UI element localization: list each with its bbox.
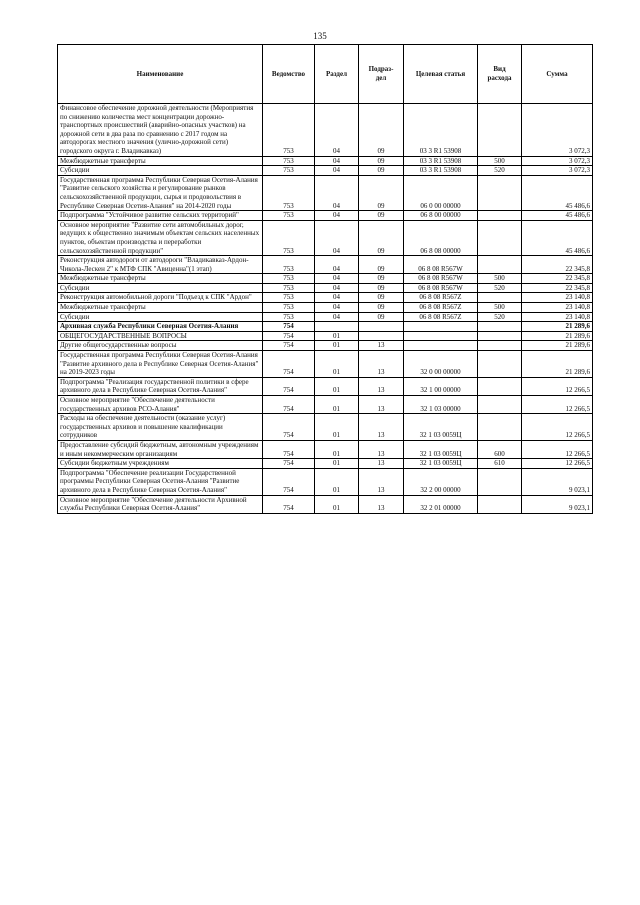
row-section-cell: 01 [315, 468, 359, 495]
header-target: Целевая статья [404, 45, 478, 104]
row-dept-cell: 754 [263, 459, 315, 469]
table-row [58, 396, 593, 414]
row-subsection-cell: 09 [359, 283, 404, 293]
row-dept-cell: 753 [263, 104, 315, 157]
table-row [58, 293, 593, 303]
row-target-cell: 06 8 08 R567W [404, 283, 478, 293]
row-name-cell: Основное мероприятие "Обеспечение деятельности государственных архивов РСО-Алания" [58, 396, 263, 414]
row-subsection-cell [359, 322, 404, 332]
row-sum-cell: 9 023,1 [522, 495, 593, 513]
row-sum-cell: 12 266,5 [522, 440, 593, 458]
table-row [58, 440, 593, 458]
table-row [58, 156, 593, 166]
row-name-cell: Архивная служба Республики Северная Осетия-Алания [58, 322, 263, 332]
row-sum-cell: 23 140,8 [522, 293, 593, 303]
row-section-cell: 04 [315, 175, 359, 210]
row-target-cell [404, 341, 478, 351]
table-row [58, 459, 593, 469]
row-expense-type-cell [478, 495, 522, 513]
row-subsection-cell [359, 331, 404, 341]
row-target-cell: 32 1 03 0059Ц [404, 459, 478, 469]
header-dept: Ведомство [263, 45, 315, 104]
table-row [58, 303, 593, 313]
row-expense-type-cell [478, 322, 522, 332]
row-sum-cell: 22 345,8 [522, 256, 593, 274]
row-name-cell: Реконструкция автомобильной дороги "Подъезд к СПК "Ардон" [58, 293, 263, 303]
row-expense-type-cell [478, 396, 522, 414]
row-subsection-cell: 13 [359, 468, 404, 495]
row-section-cell: 04 [315, 104, 359, 157]
row-expense-type-cell [478, 293, 522, 303]
row-expense-type-cell [478, 414, 522, 441]
row-name-cell: Субсидии бюджетным учреждениям [58, 459, 263, 469]
table-row [58, 351, 593, 378]
row-sum-cell: 23 140,8 [522, 303, 593, 313]
row-target-cell: 03 3 R1 53908 [404, 166, 478, 176]
row-expense-type-cell [478, 468, 522, 495]
row-target-cell: 03 3 R1 53908 [404, 104, 478, 157]
row-dept-cell: 754 [263, 440, 315, 458]
row-name-cell: Подпрограмма "Устойчивое развитие сельских территорий" [58, 211, 263, 221]
row-dept-cell: 753 [263, 303, 315, 313]
row-expense-type-cell [478, 256, 522, 274]
row-dept-cell: 753 [263, 274, 315, 284]
row-expense-type-cell: 520 [478, 166, 522, 176]
row-dept-cell: 753 [263, 211, 315, 221]
row-sum-cell: 12 266,5 [522, 377, 593, 395]
row-subsection-cell: 13 [359, 414, 404, 441]
row-section-cell: 01 [315, 341, 359, 351]
row-target-cell: 06 8 08 R567Z [404, 293, 478, 303]
table-row [58, 341, 593, 351]
row-name-cell: Другие общегосударственные вопросы [58, 341, 263, 351]
row-name-cell: Реконструкция автодороги от автодороги "Владикавказ-Ардон-Чикола-Лескен 2" к МТФ СПК "Авиценна"(1 этап) [58, 256, 263, 274]
header-expense-type: Вид расхода [478, 45, 522, 104]
row-expense-type-cell [478, 220, 522, 255]
row-name-cell: Расходы на обеспечение деятельности (оказание услуг) государственных архивов и повышение квалификации сотрудников [58, 414, 263, 441]
row-dept-cell: 754 [263, 341, 315, 351]
table-row [58, 283, 593, 293]
row-subsection-cell: 09 [359, 220, 404, 255]
table-row [58, 468, 593, 495]
row-name-cell: Субсидии [58, 166, 263, 176]
row-name-cell: ОБЩЕГОСУДАРСТВЕННЫЕ ВОПРОСЫ [58, 331, 263, 341]
row-section-cell: 04 [315, 283, 359, 293]
row-target-cell: 06 8 08 00000 [404, 220, 478, 255]
row-dept-cell: 753 [263, 156, 315, 166]
row-sum-cell: 45 486,6 [522, 211, 593, 221]
row-expense-type-cell: 610 [478, 459, 522, 469]
row-sum-cell: 12 266,5 [522, 414, 593, 441]
row-name-cell: Государственная программа Республики Северная Осетия-Алания "Развитие сельского хозяйства и регулирование рынков сельскохозяйственной продукции, сырья и продовольствия в Республике Северная Осетия-Алания" на 2014-2020 годы [58, 175, 263, 210]
table-row [58, 414, 593, 441]
table-row [58, 312, 593, 322]
row-target-cell: 06 8 08 R567W [404, 274, 478, 284]
row-section-cell: 04 [315, 274, 359, 284]
row-target-cell: 32 0 00 00000 [404, 351, 478, 378]
row-expense-type-cell: 500 [478, 156, 522, 166]
row-expense-type-cell [478, 351, 522, 378]
row-name-cell: Подпрограмма "Обеспечение реализации Государственной программы Республики Северная Осетия-Алания "Развитие архивного дела в Республике Северная Осетия-Алания" [58, 468, 263, 495]
row-target-cell: 06 0 00 00000 [404, 175, 478, 210]
row-dept-cell: 753 [263, 166, 315, 176]
row-dept-cell: 754 [263, 331, 315, 341]
row-name-cell: Межбюджетные трансферты [58, 156, 263, 166]
row-dept-cell: 753 [263, 283, 315, 293]
row-section-cell: 01 [315, 377, 359, 395]
row-subsection-cell: 09 [359, 293, 404, 303]
row-subsection-cell: 13 [359, 341, 404, 351]
row-subsection-cell: 09 [359, 156, 404, 166]
row-subsection-cell: 13 [359, 459, 404, 469]
row-section-cell: 01 [315, 414, 359, 441]
row-section-cell [315, 322, 359, 332]
budget-table [57, 44, 593, 514]
row-sum-cell: 23 140,8 [522, 312, 593, 322]
row-subsection-cell: 09 [359, 312, 404, 322]
row-sum-cell: 45 486,6 [522, 175, 593, 210]
row-target-cell: 32 1 03 0059Ц [404, 414, 478, 441]
row-sum-cell: 22 345,8 [522, 283, 593, 293]
header-name: Наименование [58, 45, 263, 104]
row-target-cell: 32 2 01 00000 [404, 495, 478, 513]
row-section-cell: 01 [315, 459, 359, 469]
row-section-cell: 01 [315, 351, 359, 378]
row-sum-cell: 21 289,6 [522, 322, 593, 332]
row-section-cell: 04 [315, 166, 359, 176]
row-target-cell [404, 331, 478, 341]
row-section-cell: 01 [315, 396, 359, 414]
row-subsection-cell: 09 [359, 166, 404, 176]
row-target-cell: 06 8 08 R567Z [404, 312, 478, 322]
row-section-cell: 04 [315, 303, 359, 313]
row-dept-cell: 753 [263, 175, 315, 210]
table-row [58, 322, 593, 332]
row-dept-cell: 754 [263, 468, 315, 495]
row-subsection-cell: 13 [359, 351, 404, 378]
row-sum-cell: 45 486,6 [522, 220, 593, 255]
row-dept-cell: 753 [263, 293, 315, 303]
row-name-cell: Субсидии [58, 283, 263, 293]
header-sum: Сумма [522, 45, 593, 104]
row-name-cell: Финансовое обеспечение дорожной деятельности (Мероприятия по снижению количества мест концентрации дорожно-транспортных происшествий (аварийно-опасных участков) на дорожной сети в два раза по сравнению с 2017 годом на автодорогах местного значения (улично-дорожной сети) городского округа г. Владикавказ) [58, 104, 263, 157]
row-dept-cell: 754 [263, 396, 315, 414]
table-row [58, 331, 593, 341]
row-subsection-cell: 13 [359, 495, 404, 513]
row-section-cell: 04 [315, 220, 359, 255]
row-section-cell: 01 [315, 495, 359, 513]
row-dept-cell: 754 [263, 495, 315, 513]
row-subsection-cell: 09 [359, 256, 404, 274]
row-section-cell: 01 [315, 331, 359, 341]
row-subsection-cell: 09 [359, 104, 404, 157]
table-row [58, 274, 593, 284]
row-name-cell: Основное мероприятие "Обеспечение деятельности Архивной службы Республики Северная Осетия-Алания" [58, 495, 263, 513]
row-sum-cell: 21 289,6 [522, 341, 593, 351]
row-expense-type-cell [478, 331, 522, 341]
table-row [58, 166, 593, 176]
row-section-cell: 04 [315, 256, 359, 274]
row-target-cell: 32 2 00 00000 [404, 468, 478, 495]
row-expense-type-cell: 600 [478, 440, 522, 458]
row-dept-cell: 754 [263, 377, 315, 395]
header-subsection: Подраз- дел [359, 45, 404, 104]
row-target-cell: 03 3 R1 53908 [404, 156, 478, 166]
row-sum-cell: 12 266,5 [522, 459, 593, 469]
table-header-row [58, 45, 593, 104]
table-row [58, 256, 593, 274]
row-expense-type-cell: 500 [478, 274, 522, 284]
row-subsection-cell: 13 [359, 440, 404, 458]
row-sum-cell: 22 345,8 [522, 274, 593, 284]
row-subsection-cell: 09 [359, 211, 404, 221]
row-subsection-cell: 13 [359, 396, 404, 414]
row-expense-type-cell [478, 377, 522, 395]
row-expense-type-cell [478, 104, 522, 157]
row-expense-type-cell: 520 [478, 312, 522, 322]
row-name-cell: Предоставление субсидий бюджетным, автономным учреждениям и иным некоммерческим организациям [58, 440, 263, 458]
row-sum-cell: 21 289,6 [522, 331, 593, 341]
row-sum-cell: 3 072,3 [522, 166, 593, 176]
row-name-cell: Государственная программа Республики Северная Осетия-Алания "Развитие архивного дела в Республике Северная Осетия-Алания" на 2019-2023 годы [58, 351, 263, 378]
row-name-cell: Межбюджетные трансферты [58, 274, 263, 284]
row-dept-cell: 754 [263, 351, 315, 378]
row-target-cell: 32 1 00 00000 [404, 377, 478, 395]
row-section-cell: 04 [315, 156, 359, 166]
row-name-cell: Подпрограмма "Реализация государственной политики в сфере архивного дела в Республике Северная Осетия-Алания" [58, 377, 263, 395]
row-sum-cell: 3 072,3 [522, 104, 593, 157]
table-row [58, 377, 593, 395]
row-name-cell: Основное мероприятие "Развитие сети автомобильных дорог, ведущих к общественно значимым объектам сельских населенных пунктов, объектам производства и переработки сельскохозяйственной продукции" [58, 220, 263, 255]
row-section-cell: 01 [315, 440, 359, 458]
row-expense-type-cell: 520 [478, 283, 522, 293]
row-dept-cell: 753 [263, 256, 315, 274]
row-name-cell: Субсидии [58, 312, 263, 322]
row-target-cell [404, 322, 478, 332]
row-dept-cell: 754 [263, 414, 315, 441]
row-sum-cell: 12 266,5 [522, 396, 593, 414]
row-expense-type-cell [478, 211, 522, 221]
row-target-cell: 06 8 00 00000 [404, 211, 478, 221]
table-row [58, 104, 593, 157]
row-expense-type-cell [478, 341, 522, 351]
row-dept-cell: 753 [263, 220, 315, 255]
row-sum-cell: 21 289,6 [522, 351, 593, 378]
row-sum-cell: 9 023,1 [522, 468, 593, 495]
table-row [58, 495, 593, 513]
row-section-cell: 04 [315, 312, 359, 322]
row-name-cell: Межбюджетные трансферты [58, 303, 263, 313]
row-subsection-cell: 09 [359, 175, 404, 210]
row-section-cell: 04 [315, 211, 359, 221]
row-dept-cell: 753 [263, 312, 315, 322]
row-section-cell: 04 [315, 293, 359, 303]
header-section: Раздел [315, 45, 359, 104]
row-expense-type-cell [478, 175, 522, 210]
row-target-cell: 32 1 03 00000 [404, 396, 478, 414]
row-target-cell: 32 1 03 0059Ц [404, 440, 478, 458]
row-target-cell: 06 8 08 R567Z [404, 303, 478, 313]
row-subsection-cell: 09 [359, 303, 404, 313]
table-row [58, 220, 593, 255]
row-expense-type-cell: 500 [478, 303, 522, 313]
row-subsection-cell: 09 [359, 274, 404, 284]
row-sum-cell: 3 072,3 [522, 156, 593, 166]
page-number: 135 [313, 31, 327, 41]
row-subsection-cell: 13 [359, 377, 404, 395]
table-row [58, 211, 593, 221]
row-target-cell: 06 8 08 R567W [404, 256, 478, 274]
table-row [58, 175, 593, 210]
row-dept-cell: 754 [263, 322, 315, 332]
